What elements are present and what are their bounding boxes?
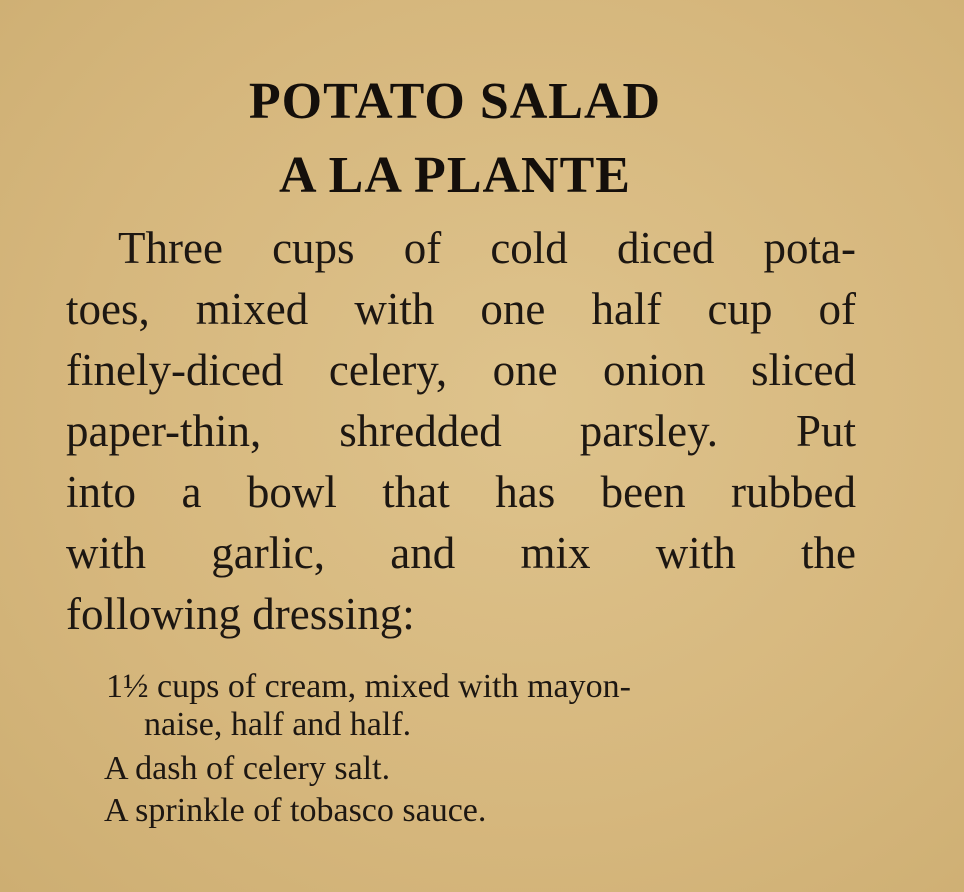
recipe-title-line-2: A LA PLANTE bbox=[279, 147, 631, 204]
body-line: with garlic, and mix with the bbox=[66, 528, 856, 578]
body-line: toes, mixed with one half cup of bbox=[66, 284, 856, 334]
body-line: paper-thin, shredded parsley. Put bbox=[66, 406, 856, 456]
dressing-ingredient: 1½ cups of cream, mixed with mayon- bbox=[106, 668, 631, 705]
body-line: following dressing: bbox=[66, 589, 415, 639]
body-line: into a bowl that has been rubbed bbox=[66, 467, 856, 517]
dressing-ingredient: A dash of celery salt. bbox=[104, 750, 391, 787]
recipe-title-line-1: POTATO SALAD bbox=[248, 73, 662, 130]
body-line: Three cups of cold diced pota- bbox=[118, 223, 856, 273]
body-line: finely-diced celery, one onion sliced bbox=[66, 345, 856, 395]
dressing-ingredient: A sprinkle of tobasco sauce. bbox=[104, 792, 487, 829]
dressing-ingredient-continued: naise, half and half. bbox=[144, 706, 412, 743]
